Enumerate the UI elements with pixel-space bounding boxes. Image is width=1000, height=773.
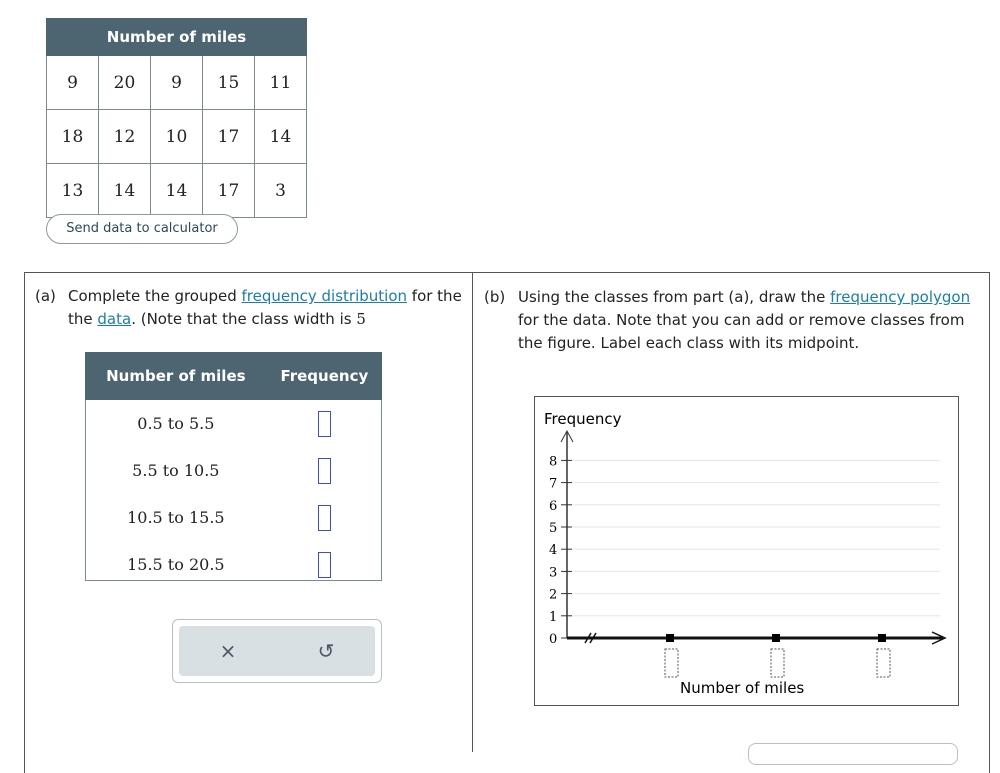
y-tick-label: 7 [549,476,558,492]
frequency-polygon-link[interactable]: frequency polygon [830,288,971,306]
polygon-point[interactable] [772,634,780,642]
data-cell: 18 [47,110,99,164]
y-tick-label: 4 [549,543,558,559]
y-tick-label: 0 [549,632,558,647]
prompt-text: . (Note that the class width is [131,310,357,328]
frequency-input[interactable] [318,552,331,578]
class-row [85,541,382,588]
prompt-text: Using the classes from part (a), draw the [518,288,831,306]
frequency-cell [267,447,382,494]
midpoint-label-input[interactable] [665,649,678,677]
polygon-point[interactable] [878,634,886,642]
polygon-point[interactable] [666,634,674,642]
data-row [47,110,307,164]
y-tick-label: 2 [549,587,558,603]
midpoint-label-input[interactable] [877,649,890,677]
data-cell: 14 [255,110,307,164]
y-tick-label: 6 [549,498,558,514]
data-cell: 9 [47,56,99,110]
col-header-frequency: Frequency [267,352,382,400]
data-table-header: Number of miles [47,19,307,56]
bottom-button[interactable] [748,743,958,765]
part-b-prompt [484,286,974,376]
frequency-input[interactable] [318,505,331,531]
data-cell: 14 [151,164,203,218]
data-cell: 12 [99,110,151,164]
data-cell: 15 [203,56,255,110]
data-cell: 17 [203,110,255,164]
frequency-distribution-link[interactable]: frequency distribution [241,287,408,305]
data-cell: 17 [203,164,255,218]
send-data-button[interactable]: Send data to calculator [46,214,238,244]
y-tick-label: 5 [549,521,558,536]
y-tick-label: 8 [549,454,558,470]
undo-button[interactable]: ↺ [317,639,335,663]
prompt-text: Complete the grouped [68,287,242,305]
y-tick-label: 1 [549,609,558,625]
frequency-polygon-chart[interactable] [534,396,959,706]
data-cell: 3 [255,164,307,218]
midpoint-label-input[interactable] [771,649,784,677]
panel-divider [472,272,473,752]
action-buttons [172,619,382,683]
frequency-input[interactable] [318,411,331,437]
part-a-label: (a) [35,287,56,305]
data-row [47,56,307,110]
class-interval: 0.5 to 5.5 [137,414,215,433]
frequency-table [85,352,382,588]
frequency-cell [267,494,382,541]
data-table [46,18,307,218]
part-a-prompt: (a) Complete the grouped frequency distribution for the the data. (Note that the class width is 5 [35,287,462,328]
x-axis-label: Number of miles [680,679,805,697]
class-width: 5 [356,310,366,328]
data-cell: 13 [47,164,99,218]
class-row [85,400,382,447]
data-cell: 9 [151,56,203,110]
data-cell: 10 [151,110,203,164]
frequency-cell [267,400,382,447]
part-b-label: (b) [484,288,506,306]
col-header-miles: Number of miles [85,352,267,400]
class-interval: 5.5 to 10.5 [132,461,220,480]
prompt-text: for the [407,287,462,305]
data-cell: 20 [99,56,151,110]
class-row [85,494,382,541]
y-tick-label: 3 [549,565,558,581]
prompt-text: for the data. Note that you can add or remove classes from the figure. Label each class with its midpoint. [518,311,965,352]
class-interval: 10.5 to 15.5 [127,508,225,527]
class-row [85,447,382,494]
y-axis-label: Frequency [544,410,622,428]
frequency-cell [267,541,382,588]
class-interval: 15.5 to 20.5 [127,555,225,574]
data-cell: 11 [255,56,307,110]
data-link[interactable]: data [97,310,132,328]
data-cell: 14 [99,164,151,218]
clear-button[interactable]: × [219,639,237,663]
frequency-input[interactable] [318,458,331,484]
data-row [47,164,307,218]
